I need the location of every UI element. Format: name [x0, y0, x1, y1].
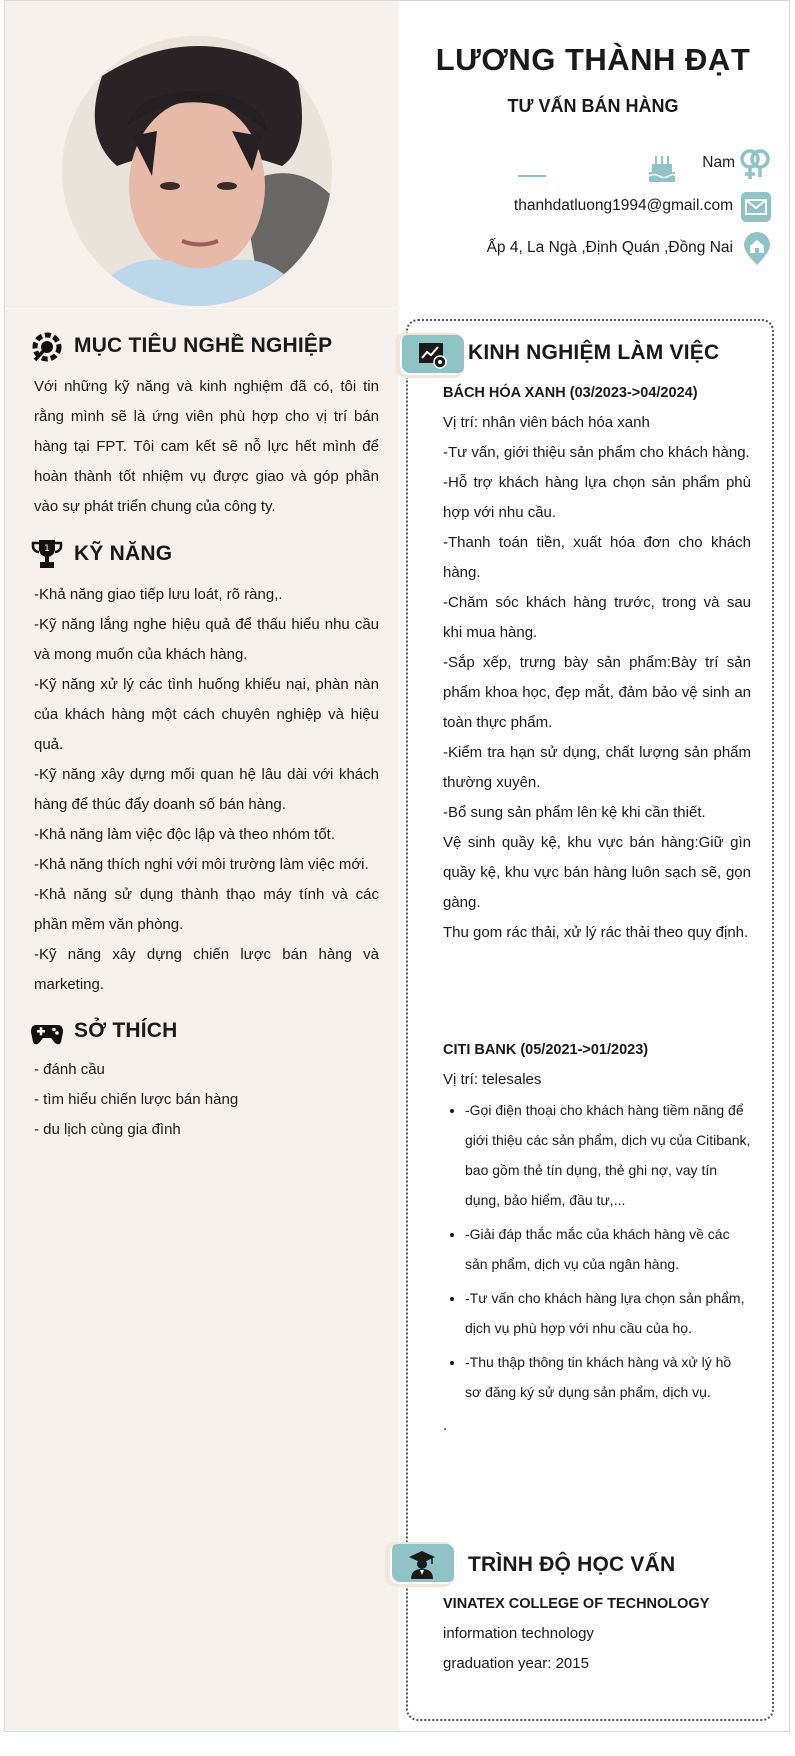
job-duty: Vệ sinh quầy kệ, khu vực bán hàng:Giữ gìn quầy kệ, khu vực bán hàng luôn sạch sẽ, gọn gàng.	[443, 834, 751, 911]
skills-list	[34, 580, 379, 1000]
mail-icon	[741, 192, 771, 222]
skill-item: -Kỹ năng xử lý các tình huống khiếu nại, phàn nàn của khách hàng một cách chuyên nghiệp và hiệu quả.	[34, 676, 379, 753]
profile-photo	[62, 36, 332, 306]
job-duty: -Chăm sóc khách hàng trước, trong và sau khi mua hàng.	[443, 594, 751, 641]
job-duty: -Tư vấn, giới thiệu sản phẩm cho khách hàng.	[443, 444, 750, 461]
skill-item: -Khả năng thích nghi với môi trường làm việc mới.	[34, 856, 369, 873]
skill-item: -Khả năng làm việc độc lập và theo nhóm tốt.	[34, 826, 336, 843]
experience-title: KINH NGHIỆM LÀM VIỆC	[468, 341, 720, 364]
gamepad-icon	[30, 1016, 64, 1050]
hobbies-title: SỞ THÍCH	[74, 1019, 178, 1042]
job-duty: -Hỗ trợ khách hàng lựa chọn sản phẩm phù hợp với nhu cầu.	[443, 474, 751, 521]
job-position: Vị trí: telesales	[443, 1071, 542, 1088]
photo-divider	[5, 308, 399, 309]
job-bach-hoa-xanh	[443, 378, 751, 948]
education-graduation: graduation year: 2015	[443, 1655, 589, 1672]
decorative-dash	[518, 175, 546, 177]
job-duty-list	[443, 1095, 751, 1407]
skill-item: -Kỹ năng lắng nghe hiệu quả để thấu hiểu nhu cầu và mong muốn của khách hàng.	[34, 616, 379, 663]
target-gear-icon	[30, 330, 64, 364]
education-details	[443, 1589, 751, 1679]
job-company: BÁCH HÓA XANH (03/2023->04/2024)	[443, 385, 698, 401]
job-trailing: .	[443, 1417, 448, 1434]
skill-item: -Kỹ năng xây dựng mối quan hệ lâu dài với khách hàng để thúc đẩy doanh số bán hàng.	[34, 766, 379, 813]
gender-icon	[739, 147, 771, 181]
candidate-name: LƯƠNG THÀNH ĐẠT	[435, 42, 751, 77]
education-major: information technology	[443, 1625, 594, 1642]
hobby-item: - du lịch cùng gia đình	[34, 1121, 181, 1138]
education-school: VINATEX COLLEGE OF TECHNOLOGY	[443, 1596, 710, 1612]
hobby-item: - tìm hiểu chiến lược bán hàng	[34, 1091, 239, 1108]
job-duty-bullet: • -Giải đáp thắc mắc của khách hàng về các sản phẩm, dịch vụ của ngân hàng.	[465, 1219, 751, 1279]
job-duty: -Sắp xếp, trưng bày sản phẩm:Bày trí sản phẩm khoa học, đẹp mắt, đảm bảo vệ sinh an toàn thực phẩm.	[443, 654, 751, 731]
job-company: CITI BANK (05/2021->01/2023)	[443, 1042, 649, 1058]
chart-gear-icon	[400, 335, 464, 375]
home-pin-icon	[742, 232, 772, 266]
email-text[interactable]: thanhdatluong1994@gmail.com	[513, 197, 733, 214]
job-duty-bullet: • -Gọi điện thoại cho khách hàng tiềm năng để giới thiệu các sản phẩm, dịch vụ của Citibank, bao gồm thẻ tín dụng, thẻ ghi nợ, vay tín dụng, bảo hiểm, đầu tư,...	[465, 1095, 751, 1215]
job-duty-bullet: • -Thu thập thông tin khách hàng và xử lý hồ sơ đăng ký sử dụng sản phẩm, dịch vụ.	[465, 1347, 751, 1407]
objective-text	[34, 372, 379, 522]
skill-item: -Khả năng giao tiếp lưu loát, rõ ràng,.	[34, 586, 283, 603]
cake-icon	[646, 150, 678, 184]
objective-paragraph: Với những kỹ năng và kinh nghiệm đã có, tôi tin rằng mình sẽ là ứng viên phù hợp cho vị trí bán hàng tại FPT. Tôi cam kết sẽ nỗ lực hết mình để hoàn thành tốt nhiệm vụ được giao và góp phần vào sự phát triển chung của công ty.	[34, 378, 379, 515]
education-title: TRÌNH ĐỘ HỌC VẤN	[468, 1553, 676, 1576]
gender-text: Nam	[702, 154, 735, 171]
skill-item: -Khả năng sử dụng thành thạo máy tính và các phần mềm văn phòng.	[34, 886, 379, 933]
svg-text:1: 1	[44, 544, 50, 554]
address-text: Ấp 4, La Ngà ,Định Quán ,Đồng Nai	[486, 239, 733, 256]
job-duty: -Bổ sung sản phẩm lên kệ khi cần thiết.	[443, 804, 706, 821]
hobby-item: - đánh cầu	[34, 1061, 105, 1078]
trophy-icon	[30, 537, 64, 571]
skill-item: -Kỹ năng xây dựng chiến lược bán hàng và marketing.	[34, 946, 379, 993]
candidate-role: TƯ VẤN BÁN HÀNG	[507, 96, 679, 116]
skills-title: KỸ NĂNG	[74, 542, 173, 565]
hobbies-list	[34, 1055, 379, 1145]
graduate-icon	[390, 1544, 454, 1584]
objective-title: MỤC TIÊU NGHỀ NGHIỆP	[74, 334, 333, 357]
job-duty: -Thanh toán tiền, xuất hóa đơn cho khách hàng.	[443, 534, 751, 581]
job-duty: -Kiểm tra hạn sử dụng, chất lượng sản phẩm thường xuyên.	[443, 744, 751, 791]
job-citi-bank	[443, 1035, 751, 1441]
job-position: Vị trí: nhân viên bách hóa xanh	[443, 414, 650, 431]
job-duty: Thu gom rác thải, xử lý rác thải theo quy định.	[443, 924, 749, 941]
job-duty-bullet: • -Tư vấn cho khách hàng lựa chọn sản phẩm, dịch vụ phù hợp với nhu cầu của họ.	[465, 1283, 751, 1343]
